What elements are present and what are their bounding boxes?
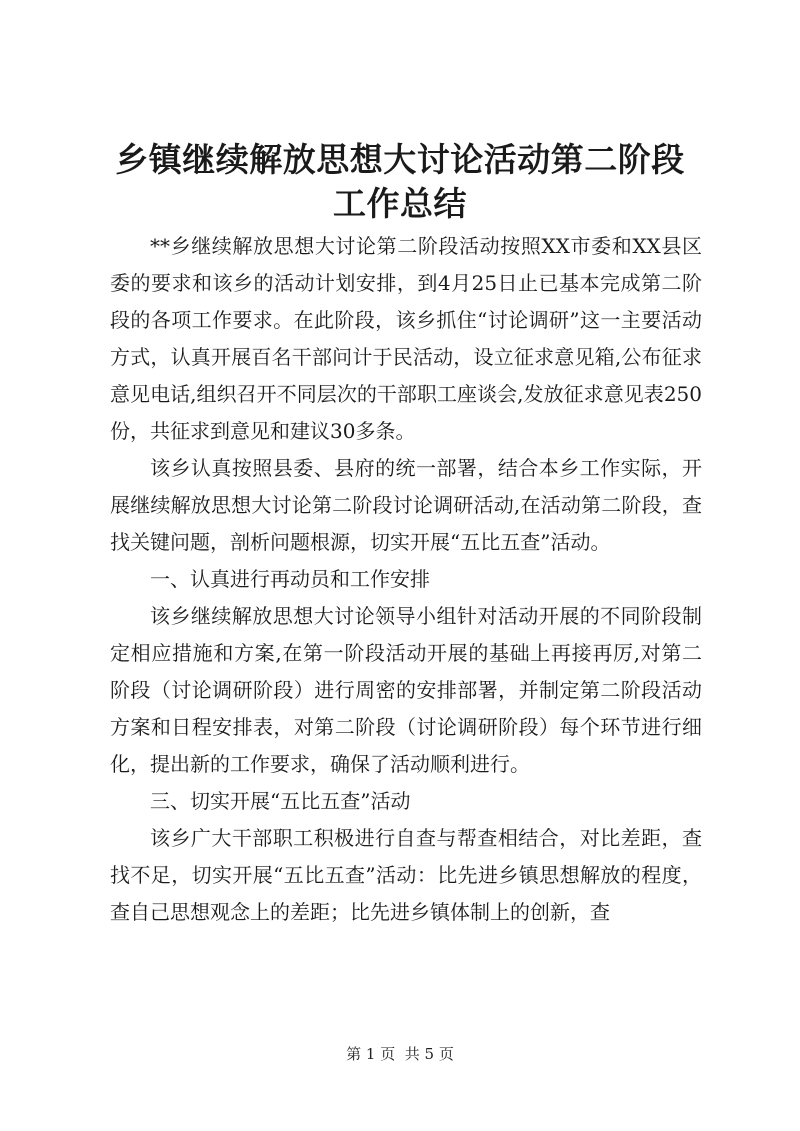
- section-heading-3: 三、切实开展“五比五查”活动: [150, 789, 411, 813]
- page-footer: [0, 1044, 800, 1064]
- paragraph-five-comparisons: 该乡广大干部职工积极进行自查与帮查相结合，对比差距，查找不足，切实开展“五比五查”活动：比先进乡镇思想解放的程度，查自己思想观念上的差距；比先进乡镇体制上的创新，查: [110, 826, 702, 924]
- section-heading-1: 一、认真进行再动员和工作安排: [150, 567, 430, 591]
- document-title: 乡镇继续解放思想大讨论活动第二阶段工作总结: [115, 140, 685, 223]
- paragraph-arrangement: 该乡继续解放思想大讨论领导小组针对活动开展的不同阶段制定相应措施和方案,在第一阶段活动开展的基础上再接再厉,对第二阶段（讨论调研阶段）进行周密的安排部署，并制定第二阶段活动方案和日程安排表，对第二阶段（讨论调研阶段）每个环节进行细化，提出新的工作要求，确保了活动顺利进行。: [110, 604, 702, 776]
- page-number-label: 第 1 页 共 5 页: [346, 1045, 454, 1063]
- paragraph-intro: **乡继续解放思想大讨论第二阶段活动按照XX市委和XX县区委的要求和该乡的活动计划安排，到4月25日止已基本完成第二阶段的各项工作要求。在此阶段，该乡抓住“讨论调研”这一主要活动方式，认真开展百名干部问计于民活动，设立征求意见箱,公布征求意见电话,组织召开不同层次的干部职工座谈会,发放征求意见表250份，共征求到意见和建议30多条。: [110, 234, 702, 443]
- document-body: [110, 228, 702, 931]
- paragraph-deployment: 该乡认真按照县委、县府的统一部署，结合本乡工作实际，开展继续解放思想大讨论第二阶段讨论调研活动,在活动第二阶段，查找关键问题，剖析问题根源，切实开展“五比五查”活动。: [110, 456, 702, 554]
